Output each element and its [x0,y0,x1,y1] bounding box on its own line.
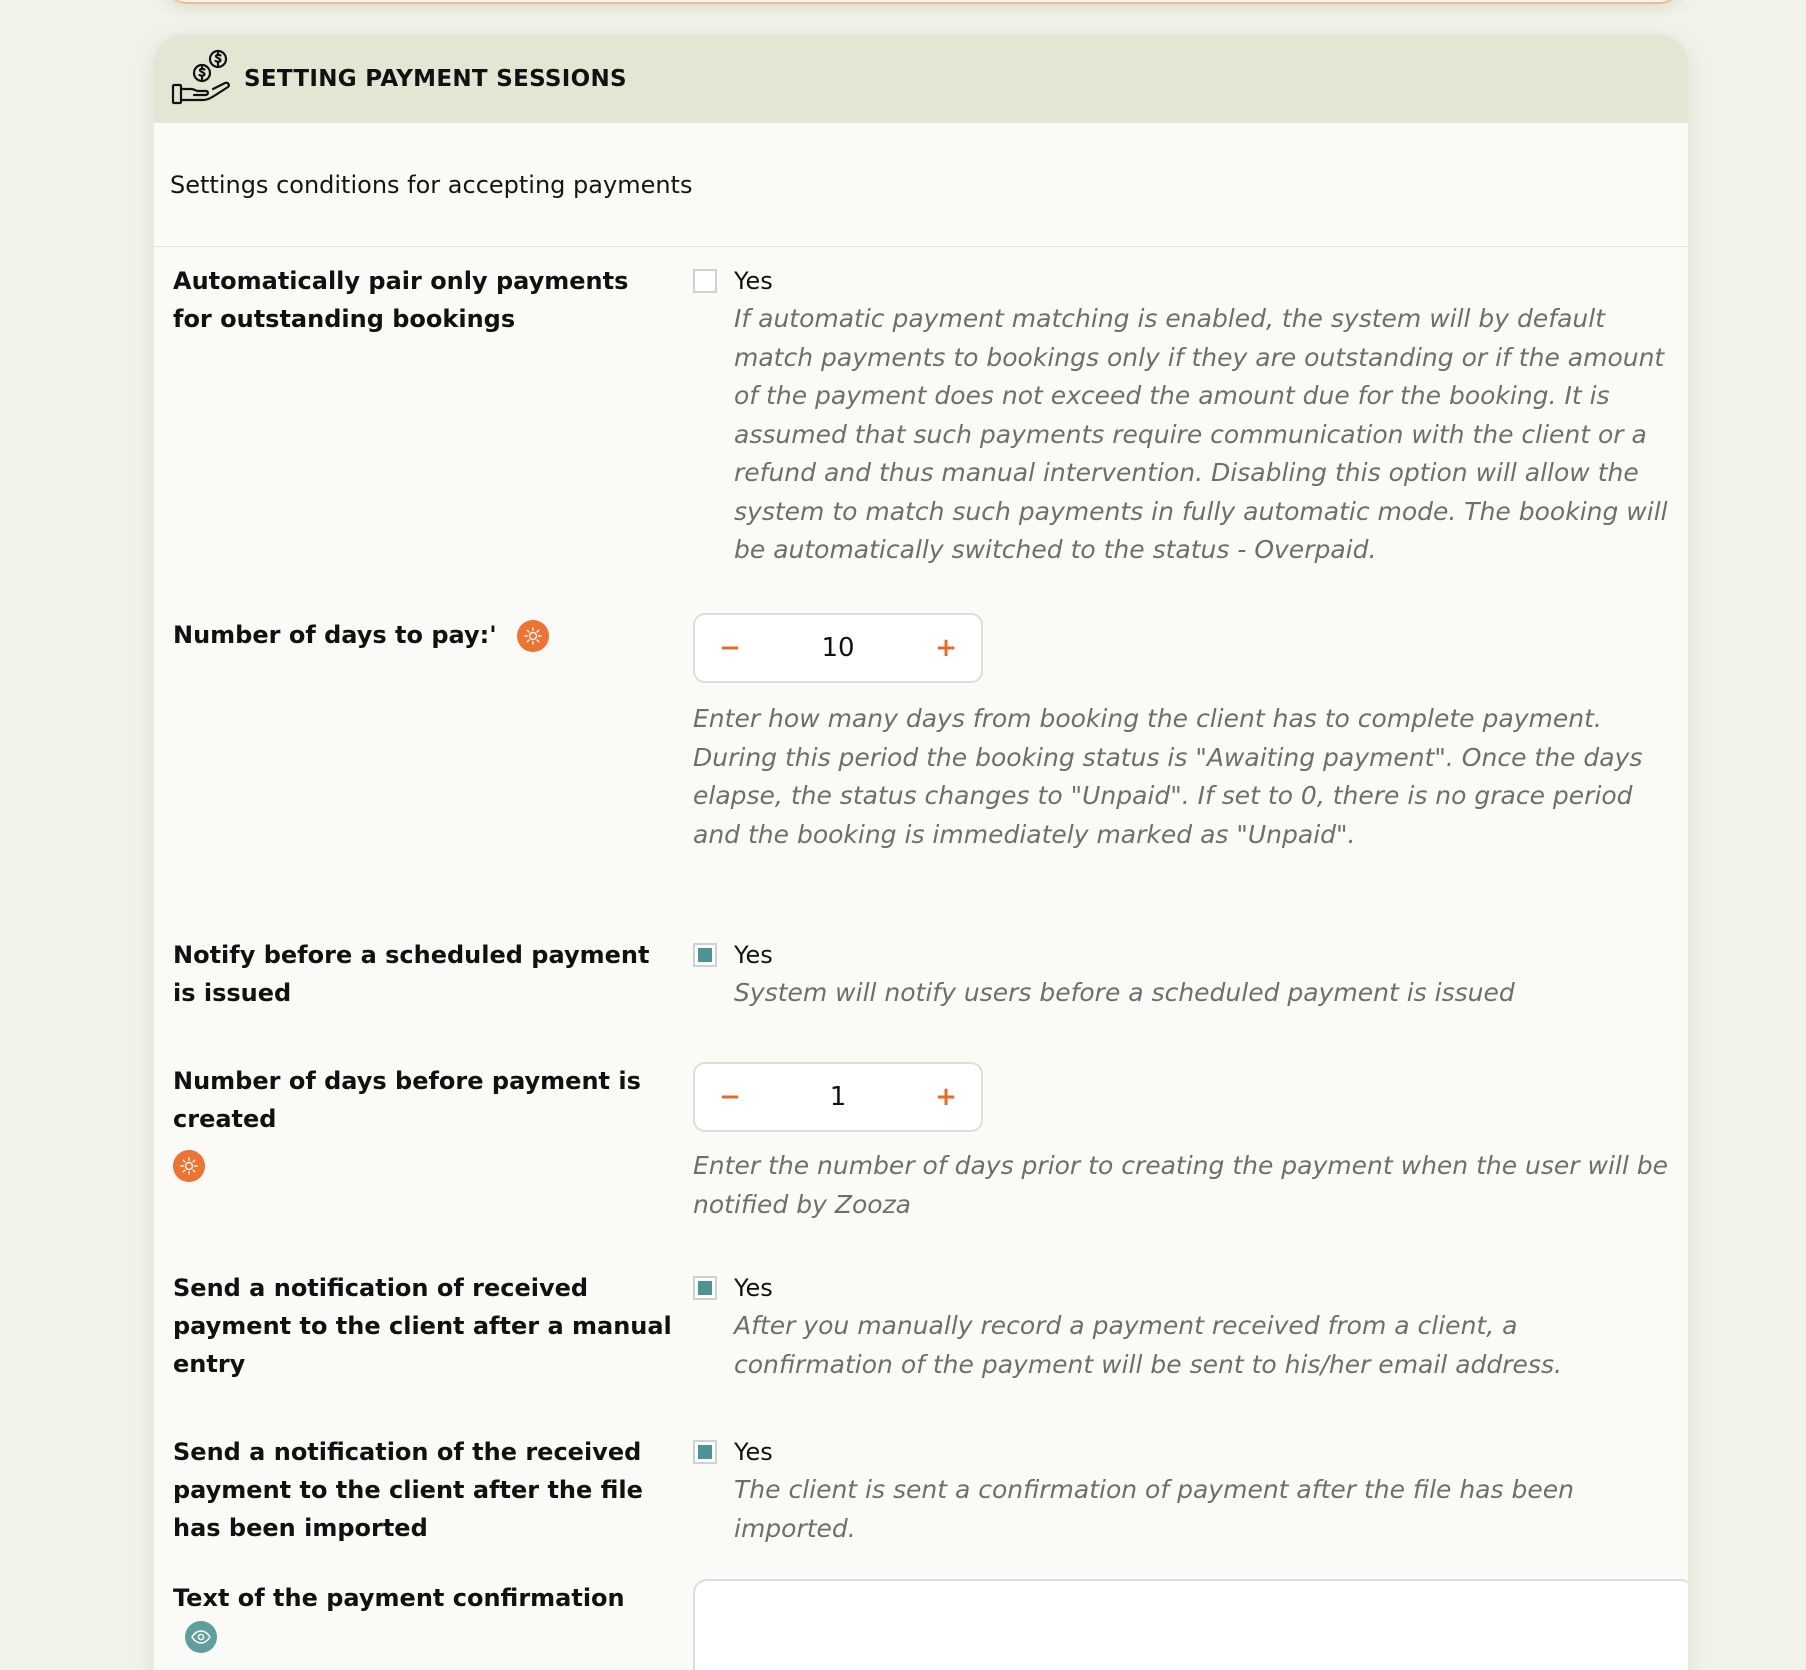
days-to-pay-stepper[interactable] [693,613,983,683]
payment-settings-card [154,35,1688,1670]
checkbox-row [693,936,1672,974]
notify-manual-checkbox[interactable] [693,1276,717,1300]
decrement-button[interactable]: − [719,633,741,663]
setting-description: The client is sent a confirmation of payment after the file has been imported. [734,1475,1574,1543]
setting-description: Enter the number of days prior to creating the payment when the user will be notified by Zooza [693,1151,1669,1219]
confirmation-text-editor[interactable] [693,1579,1688,1670]
checkbox-row [693,1433,1672,1471]
checkbox-row [693,1269,1672,1307]
notify-before-checkbox[interactable] [693,943,717,967]
previous-card-edge [163,0,1683,2]
checkbox-label: Yes [734,1274,773,1302]
card-title: SETTING PAYMENT SESSIONS [244,66,627,92]
setting-label: Send a notification of the received payment to the client after the file has been imported [173,1438,643,1542]
checkbox-label: Yes [734,941,773,969]
stepper-value[interactable]: 1 [829,1082,847,1112]
card-header [154,35,1688,123]
decrement-button[interactable]: − [719,1082,741,1112]
checkbox-label: Yes [734,267,773,295]
increment-button[interactable]: + [935,1082,957,1112]
setting-label: Text of the payment confirmation [173,1584,625,1612]
setting-description: If automatic payment matching is enabled, the system will by default match payments to bookings only if they are outstanding or if the amount of the payment does not exceed the amount due for the booking. It is assumed that such payments require communication with the client or a refund and thus manual intervention. Disabling this option will allow the system to match such payments in fully automatic mode. The booking will be automatically switched to the status - Overpaid. [734,304,1668,564]
setting-label: Number of days before payment is created [173,1067,641,1133]
increment-button[interactable]: + [935,633,957,663]
stepper-value[interactable]: 10 [821,633,855,663]
setting-control [693,1433,1672,1548]
setting-description: System will notify users before a scheduled payment is issued [734,978,1515,1007]
setting-label: Send a notification of received payment to the client after a manual entry [173,1274,672,1378]
sun-info-icon[interactable] [517,620,549,652]
setting-control [693,1269,1672,1384]
sun-info-icon[interactable] [173,1150,205,1182]
notify-import-checkbox[interactable] [693,1440,717,1464]
setting-control [693,1062,1672,1224]
setting-control [693,1579,1672,1670]
setting-control [693,616,1672,854]
auto-pair-checkbox[interactable] [693,269,717,293]
setting-label: Automatically pair only payments for outstanding bookings [173,267,629,333]
setting-label-wrap [173,1579,673,1655]
setting-control [693,262,1672,570]
setting-label: Notify before a scheduled payment is issued [173,941,650,1007]
eye-preview-icon[interactable] [185,1621,217,1653]
setting-description: Enter how many days from booking the client has to complete payment. During this period the booking status is "Awaiting payment". Once the days elapse, the status changes to "Unpaid". If set to 0, there is no grace period and the booking is immediately marked as "Unpaid". [693,704,1643,849]
days-before-payment-stepper[interactable] [693,1062,983,1132]
checkbox-label: Yes [734,1438,773,1466]
setting-label-wrap [173,616,673,654]
subtitle-row [154,123,1688,247]
setting-label-wrap [173,1062,673,1182]
setting-label: Number of days to pay:' [173,621,497,649]
card-subtitle: Settings conditions for accepting payments [170,170,693,199]
checkbox-row [693,262,1672,300]
setting-description: After you manually record a payment received from a client, a confirmation of the payment will be sent to his/her email address. [734,1311,1562,1379]
money-hand-icon [170,47,234,111]
setting-control [693,936,1672,1013]
